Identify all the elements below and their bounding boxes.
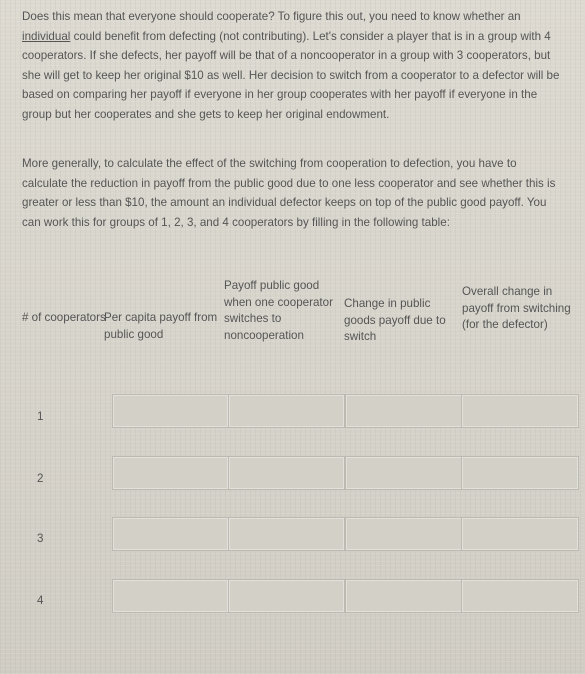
per-capita-input-row-4[interactable] <box>112 579 229 613</box>
per-capita-input-row-1[interactable] <box>112 394 229 428</box>
per-capita-input-row-2[interactable] <box>112 456 229 490</box>
switch-payoff-input-row-3[interactable] <box>228 517 345 551</box>
per-capita-input-row-3[interactable] <box>112 517 229 551</box>
header-cooperator-count: # of cooperators <box>22 311 106 324</box>
header-change-in-payoff: Change in public goods payoff due to switch <box>344 297 446 343</box>
header-per-capita-payoff: Per capita payoff from public good <box>104 311 218 341</box>
intro-text-1a: Does this mean that everyone should cooperate? To figure this out, you need to know whether an <box>22 10 521 23</box>
overall-input-row-3[interactable] <box>461 517 579 551</box>
row-number: 4 <box>37 594 44 607</box>
intro-underlined-word: individual <box>22 29 71 43</box>
change-input-row-1[interactable] <box>345 394 463 428</box>
row-number: 2 <box>37 472 44 485</box>
change-input-row-3[interactable] <box>345 517 463 551</box>
header-switch-payoff: Payoff public good when one cooperator switches to noncooperation <box>224 279 333 342</box>
intro-paragraph-2: More generally, to calculate the effect of the switching from cooperation to defection, you have to calculate the reduction in payoff from the public good due to one less cooperator and see whether this is greater or less than $10, the amount an individual defector keeps on top of the public good payoff. You can work this for groups of 1, 2, 3, and 4 cooperators by filling in the following table: <box>22 157 556 229</box>
switch-payoff-input-row-2[interactable] <box>228 456 345 490</box>
overall-input-row-2[interactable] <box>461 456 579 490</box>
switch-payoff-input-row-1[interactable] <box>228 394 345 428</box>
row-number: 3 <box>37 532 44 545</box>
change-input-row-4[interactable] <box>345 579 463 613</box>
overall-input-row-4[interactable] <box>461 579 579 613</box>
intro-paragraph-1 <box>22 7 562 124</box>
row-number: 1 <box>37 410 44 423</box>
header-overall-change: Overall change in payoff from switching (for the defector) <box>462 285 571 331</box>
intro-text-1b: could benefit from defecting (not contributing). Let's consider a player that is in a group with 4 cooperators. If she defects, her payoff will be that of a noncooperator in a group with 3 cooperators, but she will get to keep her original $10 as well. Her decision to switch from a cooperator to a defector will be based on comparing her payoff if everyone in her group cooperates with her payoff if everyone in the group but her cooperates and she gets to keep her original endowment. <box>22 29 560 121</box>
overall-input-row-1[interactable] <box>461 394 579 428</box>
switch-payoff-input-row-4[interactable] <box>228 579 345 613</box>
change-input-row-2[interactable] <box>345 456 463 490</box>
